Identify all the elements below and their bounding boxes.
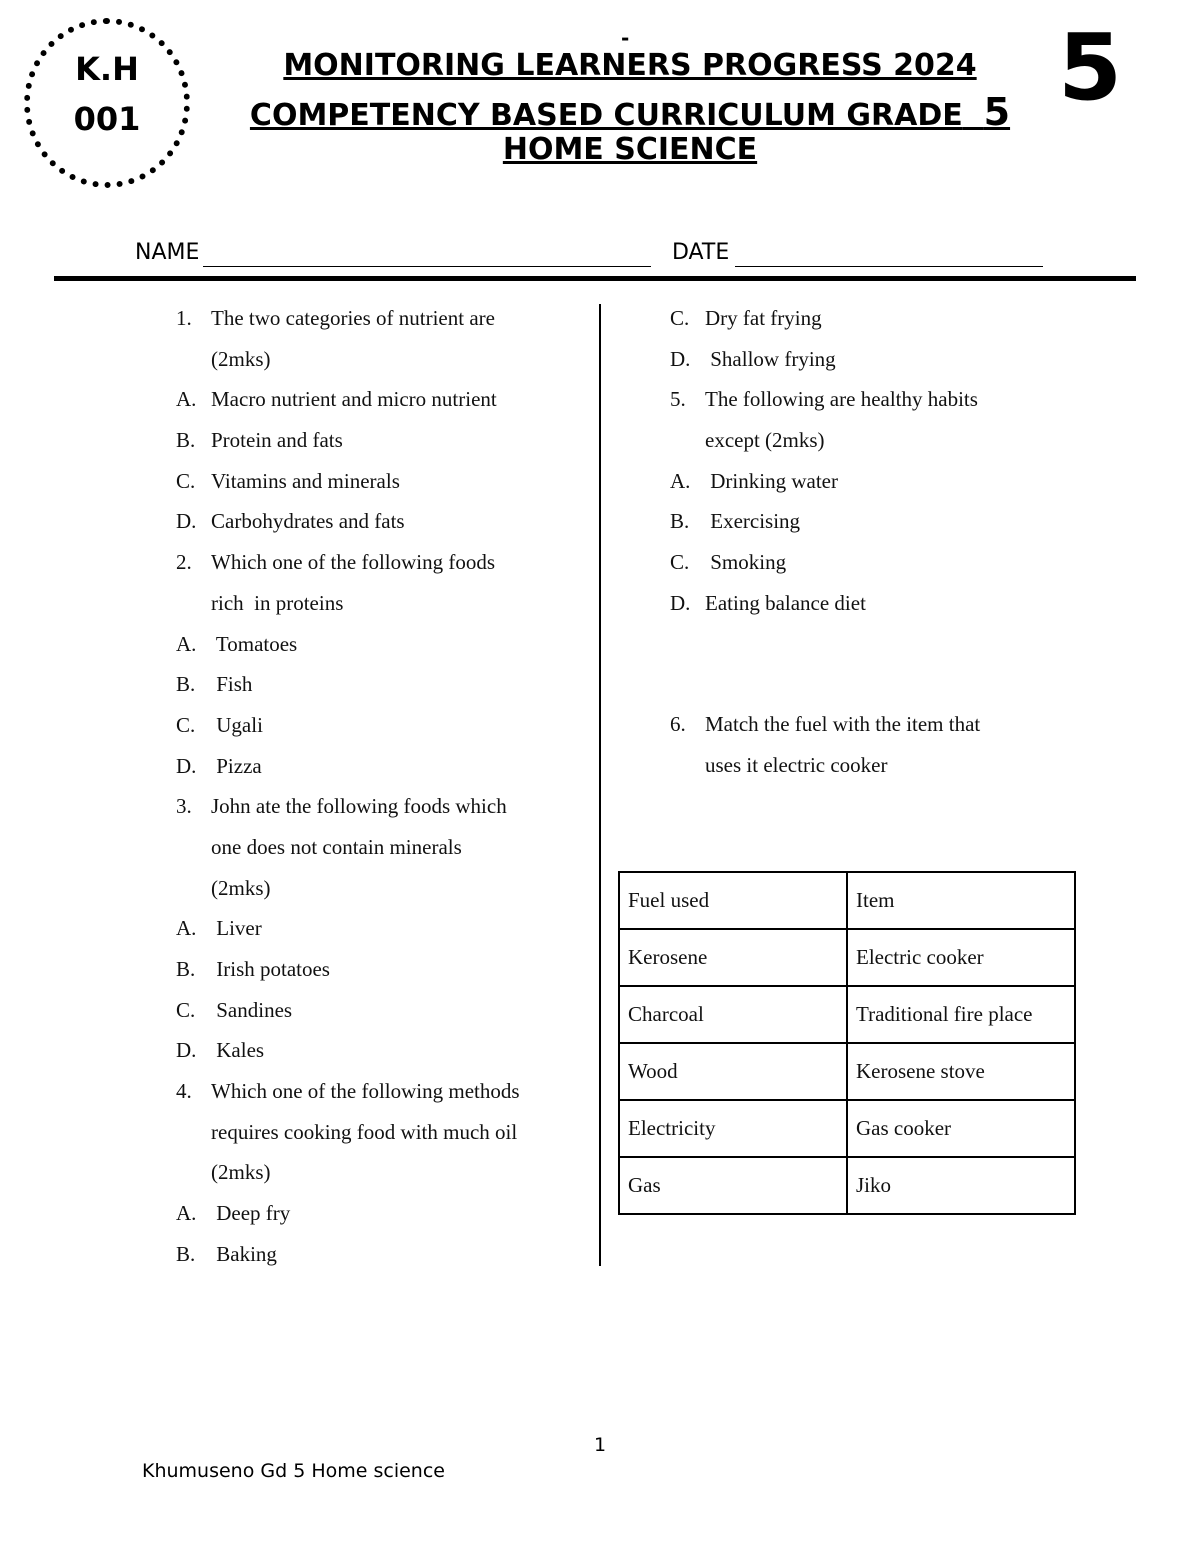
fuel-cell: Charcoal xyxy=(619,986,847,1043)
item-text: Exercising xyxy=(705,509,801,534)
item-marker: 1. xyxy=(176,306,192,330)
item-marker: 3. xyxy=(176,794,192,819)
item-text: Shallow frying xyxy=(705,346,836,371)
item-marker: A. xyxy=(176,387,197,412)
question-line xyxy=(670,298,1070,339)
item-cell: Electric cooker xyxy=(847,929,1075,986)
item-marker: D. xyxy=(176,1038,197,1063)
item-marker: C. xyxy=(176,468,196,493)
item-text: Dry fat frying xyxy=(705,306,822,330)
item-text: John ate the following foods which xyxy=(211,794,507,819)
column-divider xyxy=(599,304,601,1266)
question-line xyxy=(176,705,586,746)
item-marker: C. xyxy=(176,712,196,737)
item-marker: 4. xyxy=(176,1079,192,1104)
question-line xyxy=(670,339,1070,380)
item-text: Which one of the following methods xyxy=(211,1079,520,1104)
table-row xyxy=(619,872,1075,929)
item-cell: Kerosene stove xyxy=(847,1043,1075,1100)
question-line xyxy=(176,1071,586,1112)
item-text: Kales xyxy=(211,1038,265,1063)
question-line xyxy=(176,379,586,420)
question-line xyxy=(176,827,586,868)
grade-number: 5 xyxy=(1058,14,1123,121)
question-line xyxy=(670,542,1070,583)
table-row xyxy=(619,1157,1075,1214)
name-label: NAME xyxy=(135,240,200,265)
question-line xyxy=(670,583,1070,624)
question-line xyxy=(176,420,586,461)
fuel-match-table xyxy=(618,871,1076,1215)
question-line xyxy=(176,1030,586,1071)
right-column-top xyxy=(670,298,1070,624)
item-text: one does not contain minerals xyxy=(211,834,462,859)
item-cell: Traditional fire place xyxy=(847,986,1075,1043)
item-text: Sandines xyxy=(211,997,293,1022)
fuel-cell: Wood xyxy=(619,1043,847,1100)
question-line xyxy=(670,745,1070,786)
question-line xyxy=(670,501,1070,542)
item-marker: B. xyxy=(176,672,196,697)
item-text: (2mks) xyxy=(211,346,271,371)
item-text: Tomatoes xyxy=(211,631,298,656)
item-text: The two categories of nutrient are xyxy=(211,306,495,330)
header-title-2-wrap xyxy=(200,90,1060,134)
item-marker: A. xyxy=(670,468,691,493)
header-title-2: COMPETENCY BASED CURRICULUM GRADE xyxy=(249,98,963,133)
question-line xyxy=(670,420,1070,461)
question-line xyxy=(176,990,586,1031)
item-text: Eating balance diet xyxy=(705,590,866,615)
left-column xyxy=(176,298,586,1275)
name-field[interactable] xyxy=(203,266,651,267)
fuel-cell: Kerosene xyxy=(619,929,847,986)
item-cell: Item xyxy=(847,872,1075,929)
item-marker: C. xyxy=(176,997,196,1022)
question-line xyxy=(176,868,586,909)
question-line xyxy=(670,704,1070,745)
item-marker: B. xyxy=(176,957,196,981)
item-marker: D. xyxy=(176,753,197,778)
item-marker: C. xyxy=(670,306,690,330)
question-line xyxy=(176,786,586,827)
question-line xyxy=(176,664,586,705)
question-line xyxy=(176,339,586,380)
question-line xyxy=(176,908,586,949)
stamp-line-1: K.H xyxy=(75,50,139,88)
header-title-3: HOME SCIENCE xyxy=(502,132,758,167)
item-text: Fish xyxy=(211,672,253,697)
header-title-3-wrap xyxy=(200,132,1060,167)
header-title-2-group xyxy=(249,90,1011,134)
question-line xyxy=(176,298,586,339)
question-line xyxy=(176,746,586,787)
item-text: Pizza xyxy=(211,753,262,778)
fuel-cell: Gas xyxy=(619,1157,847,1214)
header-title-2-number: 5 xyxy=(983,90,1011,134)
item-marker: 2. xyxy=(176,550,192,575)
item-text: Irish potatoes xyxy=(211,957,330,981)
item-marker: A. xyxy=(176,631,197,656)
fuel-cell: Electricity xyxy=(619,1100,847,1157)
item-text: Vitamins and minerals xyxy=(211,468,400,493)
item-cell: Gas cooker xyxy=(847,1100,1075,1157)
item-text: Which one of the following foods xyxy=(211,550,496,575)
question-line xyxy=(176,1193,586,1234)
item-text: Protein and fats xyxy=(211,428,343,453)
header-dash: - xyxy=(621,26,630,50)
question-line xyxy=(176,501,586,542)
item-cell: Jiko xyxy=(847,1157,1075,1214)
item-text: Macro nutrient and micro nutrient xyxy=(211,387,497,412)
item-marker: A. xyxy=(176,1201,197,1226)
item-text: rich in proteins xyxy=(211,590,344,615)
item-text: (2mks) xyxy=(211,875,271,900)
header-title-1: MONITORING LEARNERS PROGRESS 2024 xyxy=(283,48,977,83)
question-line xyxy=(176,1112,586,1153)
item-marker: D. xyxy=(670,590,691,615)
page-number: 1 xyxy=(594,1434,607,1456)
item-text: Drinking water xyxy=(705,468,838,493)
table-row xyxy=(619,986,1075,1043)
question-line xyxy=(670,461,1070,502)
table-row xyxy=(619,929,1075,986)
footer-text: Khumuseno Gd 5 Home science xyxy=(142,1460,445,1482)
fuel-cell: Fuel used xyxy=(619,872,847,929)
item-text: Smoking xyxy=(705,550,787,575)
question-6 xyxy=(670,704,1070,785)
item-text: except (2mks) xyxy=(705,428,825,453)
item-text: Baking xyxy=(211,1241,277,1266)
item-text: Liver xyxy=(211,916,262,941)
question-line xyxy=(176,583,586,624)
question-line xyxy=(176,542,586,583)
date-label: DATE xyxy=(672,240,730,265)
item-text: Carbohydrates and fats xyxy=(211,509,405,534)
item-text: The following are healthy habits xyxy=(705,387,978,412)
item-marker: C. xyxy=(670,550,690,575)
item-text: Deep fry xyxy=(211,1201,291,1226)
question-line xyxy=(176,949,586,990)
question-line xyxy=(176,1152,586,1193)
question-line xyxy=(176,461,586,502)
item-marker: B. xyxy=(670,509,690,534)
table-row xyxy=(619,1043,1075,1100)
item-text: uses it electric cooker xyxy=(705,752,888,777)
date-field[interactable] xyxy=(735,266,1043,267)
table-row xyxy=(619,1100,1075,1157)
header-title-1-wrap xyxy=(200,48,1060,83)
question-line xyxy=(670,379,1070,420)
question-line xyxy=(176,1234,586,1275)
item-marker: D. xyxy=(176,509,197,534)
item-marker: A. xyxy=(176,916,197,941)
item-marker: B. xyxy=(176,1241,196,1266)
header-divider xyxy=(54,276,1136,281)
question-line xyxy=(176,624,586,665)
item-text: Ugali xyxy=(211,712,263,737)
item-text: Match the fuel with the item that xyxy=(705,712,981,736)
item-marker: 5. xyxy=(670,387,686,412)
item-marker: 6. xyxy=(670,712,686,736)
item-text: requires cooking food with much oil xyxy=(211,1119,518,1144)
item-marker: B. xyxy=(176,428,196,453)
item-marker: D. xyxy=(670,346,691,371)
stamp-line-2: 001 xyxy=(73,100,141,138)
item-text: (2mks) xyxy=(211,1160,271,1185)
